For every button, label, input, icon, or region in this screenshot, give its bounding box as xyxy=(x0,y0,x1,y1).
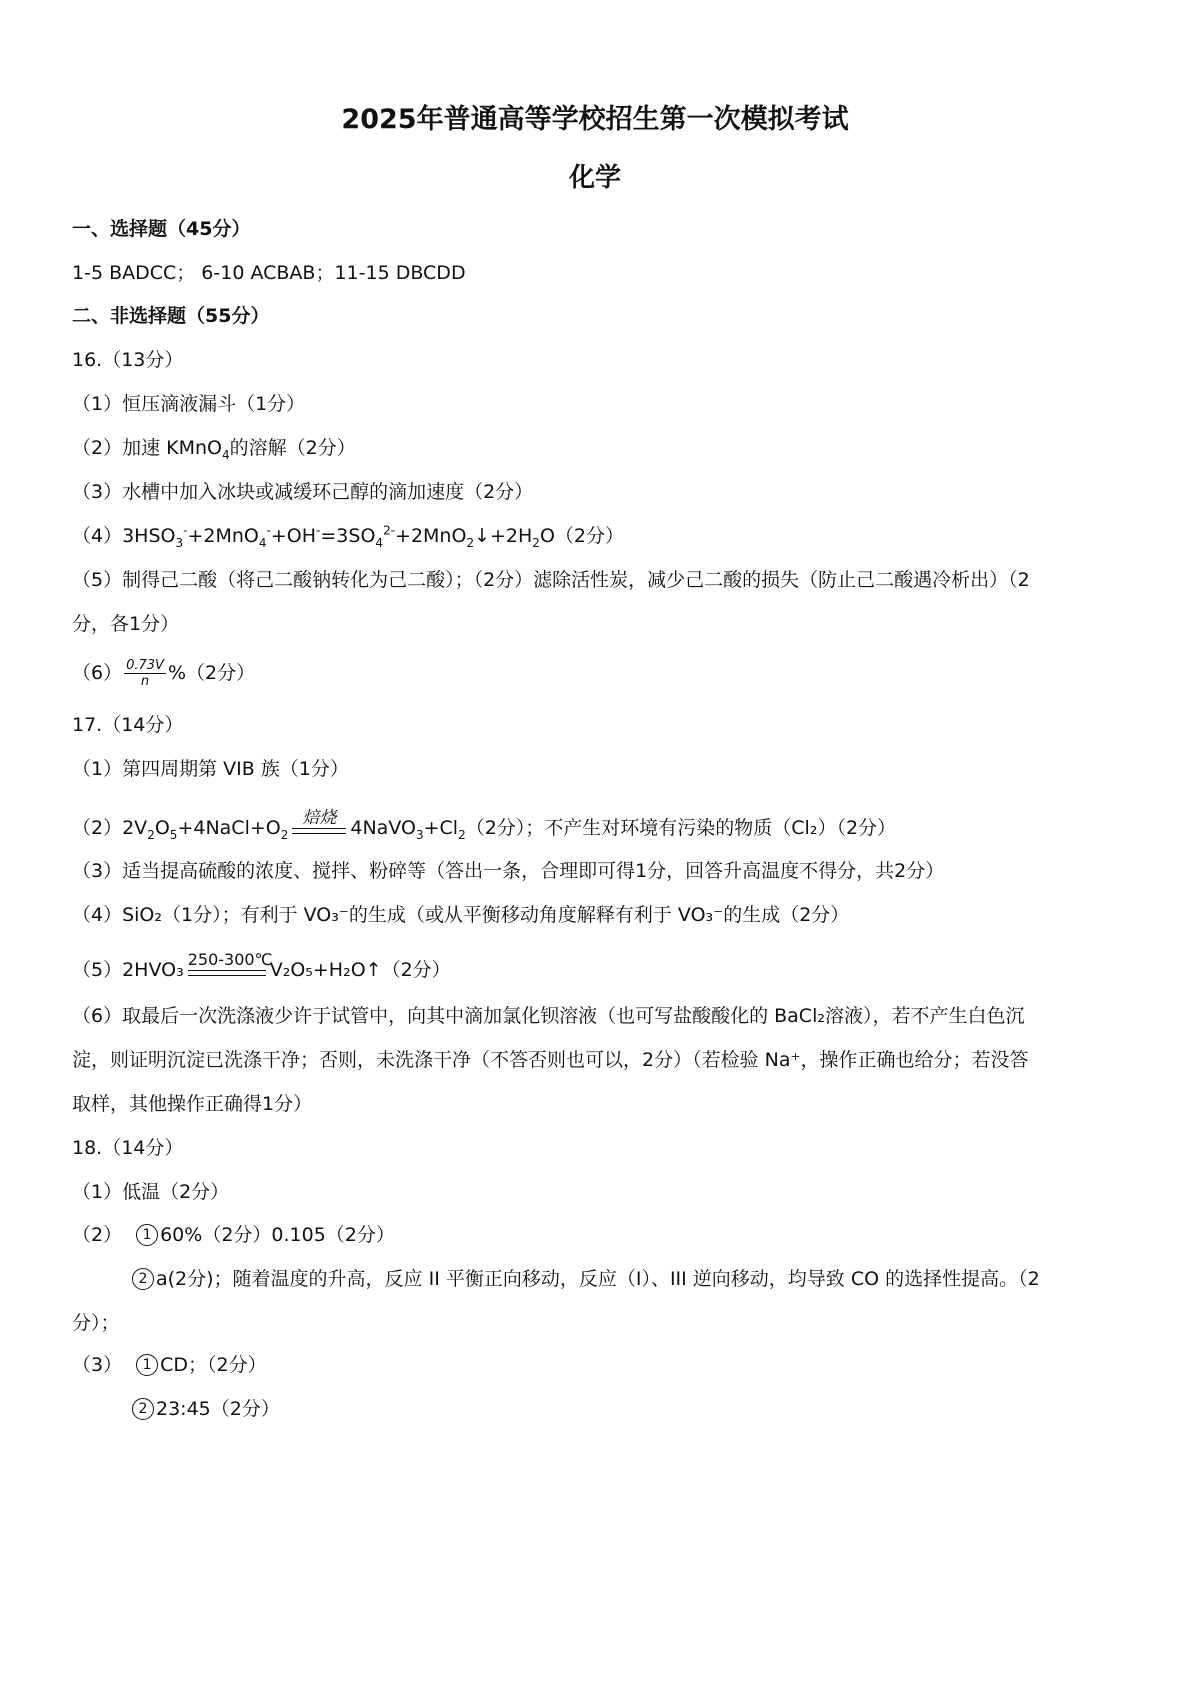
q18-p2b: 2 a(2分)；随着温度的升高，反应 II 平衡正向移动，反应（I）、III 逆向移动，均导致 CO 的选择性提高。（2 xyxy=(132,1266,1040,1292)
q17-p6-line3: 取样，其他操作正确得1分） xyxy=(72,1093,313,1115)
section1-heading: 一、选择题（45分） xyxy=(72,218,251,240)
q17-heading: 17.（14分） xyxy=(72,714,184,736)
choice-answers: 1-5 BADCC； 6-10 ACBAB；11-15 DBCDD xyxy=(72,262,466,284)
q18-p3b: 2 23:45（2分） xyxy=(132,1396,280,1422)
q17-p4: （4）SiO₂（1分）；有利于 VO₃⁻的生成（或从平衡移动角度解释有利于 VO₃⁻的生成（2分） xyxy=(72,904,850,926)
q16-p3: （3）水槽中加入冰块或减缓环己醇的滴加速度（2分） xyxy=(72,481,534,503)
q17-p6-line2: 淀，则证明沉淀已洗涤干净；否则，未洗涤干净（不答否则也可以，2分）（若检验 Na⁺，操作正确也给分；若没答 xyxy=(72,1049,1029,1071)
subject-title: 化学 xyxy=(568,163,621,193)
q17-p6-line1: （6）取最后一次洗涤液少许于试管中，向其中滴加氯化钡溶液（也可写盐酸酸化的 BaCl₂溶液），若不产生白色沉 xyxy=(72,1005,1025,1027)
page-title: 2025年普通高等学校招生第一次模拟考试 xyxy=(341,104,849,135)
q16-fraction: $\frac{0.73V}{n}$ xyxy=(126,658,164,689)
circled-2: 2 xyxy=(132,1268,154,1290)
circled-2: 2 xyxy=(132,1398,154,1420)
q16-p4: $(4)3HSO_3^-+2MnO_4^-+OH^-=3SO_4^{2-}+2MnO_2↓+2H_2O(2$分） xyxy=(72,523,624,550)
q18-p1: （1）低温（2分） xyxy=(72,1181,230,1203)
q17-p2-products: $4NaVO_3+Cl_2$ xyxy=(350,817,466,842)
q16-p4-equation: $3HSO_3^-+2MnO_4^-+OH^-=3SO_4^{2-}+2MnO_2↓+2H_2O$ xyxy=(122,523,555,550)
q17-p1: （1）第四周期第 VIB 族（1分） xyxy=(72,758,349,780)
q17-p2-condition: 焙烧 xyxy=(292,808,346,841)
circled-1: 1 xyxy=(136,1354,158,1376)
circled-1: 1 xyxy=(136,1224,158,1246)
q16-p2: （2）加速 KMnO$_4$的溶解（2分） xyxy=(72,437,356,462)
q18-p3a: （3） 1 CD；（2分） xyxy=(72,1354,267,1376)
q17-p5-condition: 250-300℃ xyxy=(188,950,266,983)
q17-p5: （5）2HVO₃ 250-300℃ V₂O₅+H₂O↑（2分） xyxy=(72,950,451,981)
q18-p2b-line2: 分）； xyxy=(72,1312,120,1334)
q18-heading: 18.（14分） xyxy=(72,1137,184,1159)
q18-p2a: （2） 1 60%（2分）0.105（2分） xyxy=(72,1224,395,1246)
q16-heading: 16.（13分） xyxy=(72,349,184,371)
q17-p2: $(2)2V_2O_5+4NaCl+O_2$ 焙烧 $4NaVO_3+Cl_2(2$分）；不产生对环境有污染的物质（Cl₂）（2分） xyxy=(72,808,897,842)
q16-p6: （6） $\frac{0.73V}{n}$ %（2分） xyxy=(72,658,256,689)
q16-p5-line1: （5）制得己二酸（将己二酸钠转化为己二酸）；（2分）滤除活性炭，减少己二酸的损失（防止己二酸遇冷析出）（2 xyxy=(72,569,1030,591)
q17-p3: （3）适当提高硫酸的浓度、搅拌、粉碎等（答出一条，合理即可得1分，回答升高温度不得分，共2分） xyxy=(72,860,945,882)
section2-heading: 二、非选择题（55分） xyxy=(72,305,270,327)
q17-p2-reactants: $2V_2O_5+4NaCl+O_2$ xyxy=(122,817,289,842)
q16-p1: （1）恒压滴液漏斗（1分） xyxy=(72,393,306,415)
q16-p5-line2: 分，各1分） xyxy=(72,613,180,635)
